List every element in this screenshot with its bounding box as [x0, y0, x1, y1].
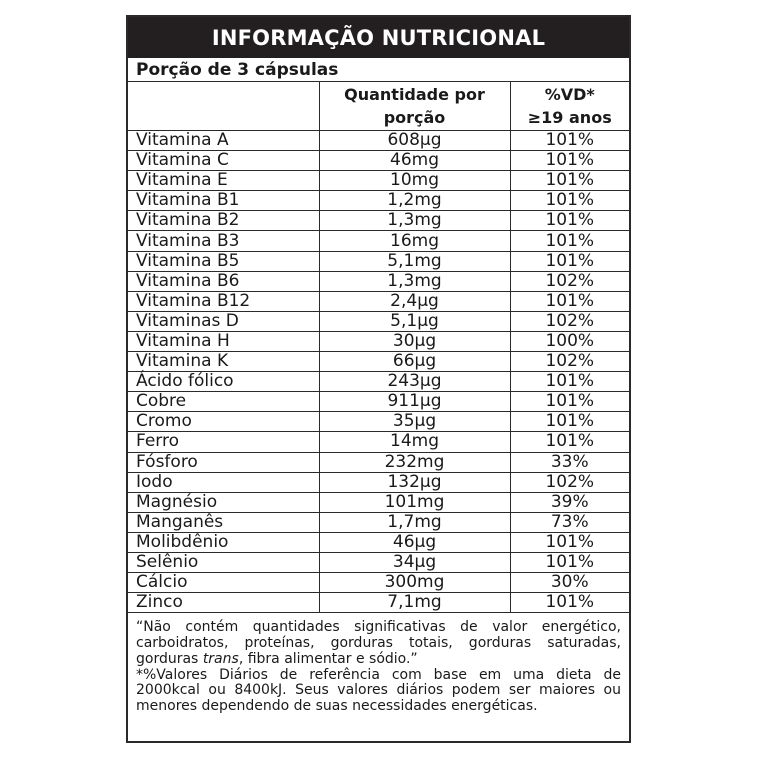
table-row	[128, 472, 629, 492]
footnote-nutrients	[136, 620, 621, 667]
table-row	[128, 352, 629, 372]
table-row	[128, 231, 629, 251]
nutrient-name: Vitaminas D	[128, 311, 319, 331]
nutrient-name: Iodo	[128, 472, 319, 492]
nutrient-daily-value: 101%	[510, 191, 629, 211]
nutrient-quantity: 2,4μg	[319, 291, 510, 311]
nutrient-daily-value: 30%	[510, 573, 629, 593]
nutrient-quantity: 5,1mg	[319, 251, 510, 271]
nutrient-name: Cromo	[128, 412, 319, 432]
nutrient-name: Selênio	[128, 552, 319, 572]
portion-size: Porção de 3 cápsulas	[128, 58, 629, 82]
nutrient-column-header	[128, 82, 319, 131]
nutrient-name: Ácido fólico	[128, 372, 319, 392]
table-row	[128, 573, 629, 593]
table-row	[128, 552, 629, 572]
footnote-nutrients-end: , fibra alimentar e sódio.”	[238, 650, 418, 667]
nutrient-name: Vitamina B3	[128, 231, 319, 251]
nutrient-daily-value: 101%	[510, 532, 629, 552]
table-row	[128, 512, 629, 532]
nutrient-rows	[128, 131, 629, 613]
nutrient-daily-value: 101%	[510, 412, 629, 432]
nutrient-name: Vitamina C	[128, 151, 319, 171]
nutrient-quantity: 30μg	[319, 331, 510, 351]
nutrient-quantity: 243μg	[319, 372, 510, 392]
table-row	[128, 331, 629, 351]
vd-header-line1: %VD*	[544, 85, 595, 104]
nutrient-quantity: 10mg	[319, 171, 510, 191]
nutrient-name: Vitamina B5	[128, 251, 319, 271]
quantity-header-line1: Quantidade por	[344, 85, 485, 104]
nutrient-daily-value: 102%	[510, 271, 629, 291]
table-row	[128, 412, 629, 432]
footnote	[128, 613, 629, 715]
nutrient-quantity: 1,7mg	[319, 512, 510, 532]
table-row	[128, 251, 629, 271]
table-row	[128, 151, 629, 171]
nutrient-quantity: 66μg	[319, 352, 510, 372]
table-row	[128, 392, 629, 412]
nutrient-daily-value: 101%	[510, 171, 629, 191]
nutrient-daily-value: 100%	[510, 331, 629, 351]
nutrition-title: INFORMAÇÃO NUTRICIONAL	[128, 17, 629, 58]
nutrient-name: Cobre	[128, 392, 319, 412]
nutrient-quantity: 1,2mg	[319, 191, 510, 211]
table-row	[128, 271, 629, 291]
table-row	[128, 593, 629, 613]
nutrient-daily-value: 101%	[510, 372, 629, 392]
table-row	[128, 311, 629, 331]
nutrition-facts-panel	[126, 15, 631, 743]
footnote-trans-word: trans	[202, 650, 239, 667]
nutrient-daily-value: 101%	[510, 432, 629, 452]
nutrient-quantity: 14mg	[319, 432, 510, 452]
table-row	[128, 452, 629, 472]
nutrient-name: Fósforo	[128, 452, 319, 472]
nutrient-name: Vitamina B1	[128, 191, 319, 211]
nutrient-quantity: 101mg	[319, 492, 510, 512]
table-row	[128, 191, 629, 211]
nutrient-quantity: 5,1μg	[319, 311, 510, 331]
nutrient-quantity: 1,3mg	[319, 211, 510, 231]
table-row	[128, 492, 629, 512]
nutrient-daily-value: 102%	[510, 472, 629, 492]
nutrient-quantity: 46mg	[319, 151, 510, 171]
nutrient-name: Vitamina B2	[128, 211, 319, 231]
nutrient-quantity: 1,3mg	[319, 271, 510, 291]
table-row	[128, 131, 629, 151]
table-row	[128, 372, 629, 392]
table-row	[128, 171, 629, 191]
nutrient-daily-value: 102%	[510, 311, 629, 331]
nutrient-quantity: 16mg	[319, 231, 510, 251]
nutrient-daily-value: 101%	[510, 131, 629, 151]
nutrient-name: Molibdênio	[128, 532, 319, 552]
nutrient-daily-value: 101%	[510, 151, 629, 171]
table-row	[128, 432, 629, 452]
nutrient-quantity: 608μg	[319, 131, 510, 151]
footnote-nutrients-text: “Não contém quantidades significativas de valor energético, carboidratos, proteínas, gorduras totais, gorduras saturadas, gorduras	[136, 619, 621, 667]
nutrient-quantity: 34μg	[319, 552, 510, 572]
nutrient-name: Vitamina K	[128, 352, 319, 372]
nutrient-daily-value: 73%	[510, 512, 629, 532]
vd-column-header	[510, 82, 629, 131]
vd-header-line2: ≥19 anos	[527, 108, 612, 127]
nutrient-daily-value: 101%	[510, 392, 629, 412]
nutrient-name: Vitamina E	[128, 171, 319, 191]
nutrient-quantity: 911μg	[319, 392, 510, 412]
footnote-daily-values: *%Valores Diários de referência com base em uma dieta de 2000kcal ou 8400kJ. Seus valores diários podem ser maiores ou menores dependendo de suas necessidades energéticas.	[136, 666, 621, 715]
quantity-header-line2: porção	[383, 108, 446, 127]
table-row	[128, 291, 629, 311]
nutrient-quantity: 46μg	[319, 532, 510, 552]
nutrient-name: Cálcio	[128, 573, 319, 593]
nutrient-name: Manganês	[128, 512, 319, 532]
nutrient-quantity: 132μg	[319, 472, 510, 492]
nutrient-daily-value: 39%	[510, 492, 629, 512]
nutrient-daily-value: 102%	[510, 352, 629, 372]
nutrient-quantity: 35μg	[319, 412, 510, 432]
nutrient-daily-value: 101%	[510, 291, 629, 311]
nutrient-daily-value: 101%	[510, 211, 629, 231]
nutrient-name: Zinco	[128, 593, 319, 613]
nutrient-name: Vitamina B12	[128, 291, 319, 311]
nutrient-name: Vitamina A	[128, 131, 319, 151]
table-row	[128, 532, 629, 552]
nutrition-table	[128, 82, 629, 613]
nutrient-quantity: 300mg	[319, 573, 510, 593]
nutrient-name: Ferro	[128, 432, 319, 452]
nutrient-name: Magnésio	[128, 492, 319, 512]
nutrient-quantity: 232mg	[319, 452, 510, 472]
nutrient-daily-value: 101%	[510, 552, 629, 572]
nutrient-daily-value: 101%	[510, 593, 629, 613]
nutrient-daily-value: 101%	[510, 251, 629, 271]
table-header-row	[128, 82, 629, 131]
nutrient-daily-value: 101%	[510, 231, 629, 251]
quantity-column-header	[319, 82, 510, 131]
table-row	[128, 211, 629, 231]
nutrient-name: Vitamina B6	[128, 271, 319, 291]
nutrient-name: Vitamina H	[128, 331, 319, 351]
nutrient-daily-value: 33%	[510, 452, 629, 472]
nutrient-quantity: 7,1mg	[319, 593, 510, 613]
